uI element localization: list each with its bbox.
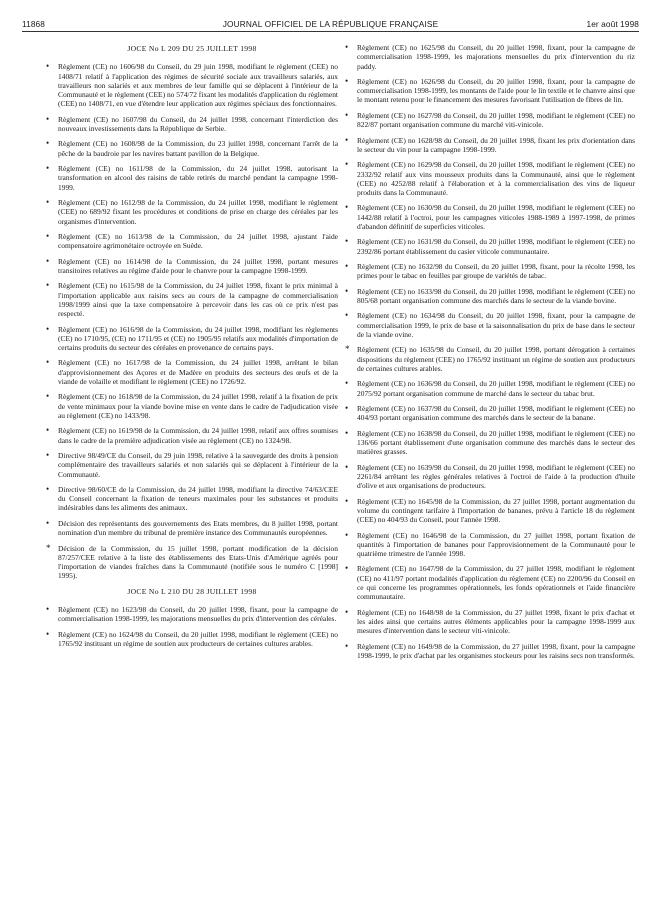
entry-text: Règlement (CE) no 1628/98 du Conseil, du 20 juillet 1998, fixant les prix d'orientation dans le secteur du vin pour la campagne 1998-1999. <box>357 135 635 154</box>
entry-text: Règlement (CE) no 1613/98 de la Commission, du 24 juillet 1998, ajustant l'aide compensatoire agrimonétaire octroyée en Suède. <box>58 231 338 251</box>
section-title: JOCE No L 210 DU 28 JUILLET 1998 <box>127 586 257 596</box>
bullet-marker: • <box>345 640 349 651</box>
list-item <box>345 77 635 105</box>
bullet-marker: • <box>46 628 50 639</box>
entry-text: Règlement (CE) no 1629/98 du Conseil, du 20 juillet 1998, modifiant le règlement (CEE) no 2332/92 relatif aux vins mousseux produits dans la Communauté, ainsi que le règlement (CEE) no 4252/88 relatif à l'élaboration et à la commercialisation des vins de liqueur produits dans la Communauté. <box>357 160 635 197</box>
entry-text: Règlement (CE) no 1614/98 de la Commission, du 24 juillet 1998, portant mesures transitoires relatives au régime d'aide pour le chanvre pour la campagne 1998-1999. <box>58 256 338 275</box>
list-item <box>46 115 338 134</box>
list-item <box>345 311 635 339</box>
list-item <box>46 544 338 581</box>
bullet-marker: • <box>345 202 349 213</box>
bullet-marker: • <box>345 109 349 120</box>
bullet-marker: • <box>46 604 50 614</box>
list-item <box>46 392 338 420</box>
bullet-marker: • <box>345 403 349 413</box>
list-item <box>345 43 635 71</box>
list-item <box>345 203 635 231</box>
bullet-marker: * <box>345 344 350 355</box>
bullet-marker: • <box>345 310 349 321</box>
entry-text: Directive 98/60/CE de la Commission, du 24 juillet 1998, modifiant la directive 74/63/CEE du Conseil concernant la fixation de teneurs maximales pour les substances et produits indésirables dans les aliments des animaux. <box>58 484 338 513</box>
entry-text: Règlement (CE) no 1626/98 du Conseil, du 20 juillet 1998, fixant, pour la campagne de commercialisation 1998-1999, les montants de l'aide pour le lin textile et le chanvre ainsi que le montant retenu pour le financement des mesures favorisant l'utilisation de fibres de lin. <box>357 76 635 105</box>
bullet-marker: • <box>46 197 50 207</box>
entry-text: Règlement (CE) no 1646/98 de la Commission, du 27 juillet 1998, portant fixation de quantités à l'importation de bananes pour l'approvisionnement de la Communauté pour le quatrième trimestre de l'année 1998. <box>357 530 635 558</box>
list-item <box>46 232 338 251</box>
list-item <box>345 429 635 457</box>
entry-text: Règlement (CE) no 1616/98 de la Commission, du 24 juillet 1998, modifiant les règlements (CE) no 1710/95, (CE) no 1711/95 et (CE) no 1905/95 relatifs aux modalités d'importation de certains produits du secteur des céréales en provenance de certains pays. <box>58 324 338 352</box>
list-item <box>345 136 635 155</box>
entry-text: Règlement (CE) no 1649/98 de la Commission, du 27 juillet 1998, fixant, pour la campagne 1998-1999, le prix d'achat par les organismes stockeurs pour les raisins secs non transformés. <box>357 641 635 660</box>
list-item <box>46 451 338 479</box>
entry-text: Règlement (CE) no 1623/98 du Conseil, du 20 juillet 1998, fixant, pour la campagne de commercialisation 1998-1999, les majorations mensuelles du prix d'intervention des céréales. <box>58 605 338 624</box>
entry-text: Règlement (CE) no 1625/98 du Conseil, du 20 juillet 1998, fixant, pour la campagne de commercialisation 1998-1999, les majorations mensuelles du prix d'intervention du riz paddy. <box>357 43 635 71</box>
list-item <box>46 485 338 513</box>
entry-text: Règlement (CE) no 1619/98 de la Commission, du 24 juillet 1998, relatif aux offres soumises dans le cadre de la première adjudication visée au règlement (CE) no 1324/98. <box>58 426 338 445</box>
list-item <box>345 463 635 491</box>
entry-text: Règlement (CE) no 1607/98 du Conseil, du 24 juillet 1998, concernant l'interdiction des nouveaux investissements dans la République de Serbie. <box>58 114 338 133</box>
issue-date: 1er août 1998 <box>586 19 639 29</box>
bullet-marker: • <box>46 425 50 436</box>
entry-text: Règlement (CE) no 1606/98 du Conseil, du 29 juin 1998, modifiant le règlement (CEE) no 1408/71 relatif à l'application des régimes de sécurité sociale aux travailleurs salariés, aux travailleurs non salariés et aux membres de leur famille qui se déplacent à l'intérieur de la Communauté et le règlement (CEE) no 574/72 fixant les modalités d'application du règlement (CEE) no 1408/71, en vue d'étendre leur application aux régimes spéciaux des fonctionnaires. <box>58 62 338 109</box>
bullet-marker: • <box>46 391 50 402</box>
bullet-marker: • <box>46 255 50 266</box>
list-item <box>46 358 338 386</box>
entry-text: Règlement (CE) no 1635/98 du Conseil, du 20 juillet 1998, portant dérogation à certaines dispositions du règlement (CEE) no 1765/92 instituant un régime de soutien aux producteurs de certaines cultures arables. <box>357 345 635 373</box>
bullet-marker: • <box>46 450 50 460</box>
list-item <box>345 345 635 373</box>
header-rule <box>22 31 639 32</box>
bullet-marker: • <box>46 113 50 124</box>
entry-text: Décision de la Commission, du 15 juillet 1998, portant modification de la décision 87/257/CEE relative à la liste des établissements des Etats-Unis d'Amérique agréés pour l'importation de viandes fraîches dans la Communauté (notifiée sous le numéro C [1998] 1995). <box>58 543 338 581</box>
list-item <box>46 519 338 538</box>
bullet-marker: * <box>46 542 51 553</box>
bullet-marker: • <box>345 134 349 145</box>
entry-text: Règlement (CE) no 1630/98 du Conseil, du 20 juillet 1998, modifiant le règlement (CEE) no 1442/88 relatif à l'octroi, pour les campagnes viticoles 1988-1989 à 1997-1998, de primes d'abandon définitif de superficies viticoles. <box>357 203 635 231</box>
bullet-marker: • <box>345 495 349 506</box>
list-item <box>46 164 338 192</box>
bullet-marker: • <box>345 236 349 247</box>
bullet-marker: • <box>46 230 50 241</box>
bullet-marker: • <box>46 61 50 72</box>
list-item <box>345 237 635 256</box>
entry-text: Règlement (CE) no 1639/98 du Conseil, du 20 juillet 1998, modifiant le règlement (CEE) no 2261/84 arrêtant les règles générales relatives à l'octroi de l'aide à la production d'huile d'olive et aux organisations de producteurs. <box>357 462 635 491</box>
entry-list <box>345 43 635 660</box>
entry-text: Décision des représentants des gouvernements des Etats membres, du 8 juillet 1998, portant nomination d'un membre du tribunal de première instance des Communautés européennes. <box>58 518 338 538</box>
bullet-marker: • <box>345 75 349 86</box>
entry-text: Directive 98/49/CE du Conseil, du 29 juin 1998, relative à la sauvegarde des droits à pension complémentaire des travailleurs salariés et non salariés qui se déplacent à l'intérieur de la Communauté. <box>58 451 338 479</box>
entry-text: Règlement (CE) no 1608/98 de la Commission, du 23 juillet 1998, concernant l'arrêt de la pêche de la baudroie par les navires battant pavillon de la Belgique. <box>58 139 338 158</box>
entry-text: Règlement (CE) no 1631/98 du Conseil, du 20 juillet 1998, modifiant le règlement (CEE) no 2392/86 portant établissement du casier viticole communautaire. <box>357 237 635 256</box>
bullet-marker: • <box>345 563 349 574</box>
list-item <box>345 287 635 306</box>
list-item <box>345 111 635 130</box>
bullet-marker: • <box>345 606 349 617</box>
list-item <box>46 281 338 318</box>
entry-text: Règlement (CE) no 1618/98 de la Commission, du 24 juillet 1998, relatif à la fixation de prix de vente minimaux pour la viande bovine mise en vente dans le cadre de l'adjudication visée au règlement (CE) no 1433/98. <box>58 392 338 420</box>
list-item <box>345 564 635 601</box>
entry-list <box>46 605 338 648</box>
entry-list <box>46 62 338 580</box>
list-item <box>345 160 635 197</box>
left-column <box>46 43 338 654</box>
bullet-marker: • <box>345 529 349 540</box>
list-item <box>345 262 635 281</box>
bullet-marker: • <box>46 138 50 149</box>
entry-text: Règlement (CE) no 1634/98 du Conseil, du 20 juillet 1998, fixant, pour la campagne de commercialisation 1999, le prix de base et la saisonnalisation du prix de base dans le secteur de la viande ovine. <box>357 311 635 339</box>
list-item <box>345 531 635 559</box>
list-item <box>345 642 635 661</box>
bullet-marker: • <box>345 42 349 52</box>
entry-text: Règlement (CE) no 1638/98 du Conseil, du 20 juillet 1998, modifiant le règlement (CEE) no 136/66 portant établissement d'une organisation commune des marchés dans le secteur des matières grasses. <box>357 428 635 457</box>
bullet-marker: • <box>345 378 349 389</box>
entry-text: Règlement (CE) no 1612/98 de la Commission, du 24 juillet 1998, modifiant le règlement (CEE) no 689/92 fixant les procédures et conditions de prise en charge des céréales par les organismes d'intervention. <box>58 198 338 226</box>
list-item <box>46 630 338 649</box>
bullet-marker: • <box>46 357 50 368</box>
list-item <box>345 497 635 525</box>
entry-text: Règlement (CE) no 1637/98 du Conseil, du 20 juillet 1998, modifiant le règlement (CEE) no 404/93 portant organisation commune des marchés dans le secteur de la banane. <box>357 404 635 423</box>
journal-title: JOURNAL OFFICIEL DE LA RÉPUBLIQUE FRANÇAISE <box>222 19 439 29</box>
bullet-marker: • <box>345 461 349 472</box>
list-item <box>46 325 338 353</box>
entry-text: Règlement (CE) no 1633/98 du Conseil, du 20 juillet 1998, modifiant le règlement (CEE) no 805/68 portant organisation commune des marchés dans le secteur de la viande bovine. <box>357 286 635 305</box>
entry-text: Règlement (CE) no 1627/98 du Conseil, du 20 juillet 1998, modifiant le règlement (CEE) no 822/87 portant organisation commune du marché viti-vinicole. <box>357 110 635 130</box>
entry-text: Règlement (CE) no 1648/98 de la Commission, du 27 juillet 1998, fixant le prix d'achat et les aides ainsi que certains autres éléments applicables pour la campagne 1998-1999 aux mesures d'intervention dans le secteur viti-vinicole. <box>357 607 635 636</box>
entry-text: Règlement (CE) no 1645/98 de la Commission, du 27 juillet 1998, portant augmentation du volume du contingent tarifaire à l'importation de bananes, prévu à l'article 18 du règlement (CEE) no 404/93 du Conseil, pour l'année 1998. <box>357 496 635 525</box>
bullet-marker: • <box>345 261 349 272</box>
list-item <box>46 426 338 445</box>
entry-text: Règlement (CE) no 1615/98 de la Commission, du 24 juillet 1998, fixant le prix minimal à l'importation applicable aux raisins secs au cours de la campagne de commercialisation 1998/1999 ainsi que la taxe compensatoire à percevoir dans les cas où ce prix n'est pas respecté. <box>58 281 338 319</box>
list-item <box>46 257 338 276</box>
entry-text: Règlement (CE) no 1632/98 du Conseil, du 20 juillet 1998, fixant, pour la récolte 1998, les primes pour le tabac en feuilles par groupe de variétés de tabac. <box>357 262 635 281</box>
entry-text: Règlement (CE) no 1611/98 de la Commission, du 24 juillet 1998, autorisant la transformation en alcool des raisins de table retirés du marché pendant la campagne 1998-1999. <box>58 164 338 192</box>
bullet-marker: • <box>46 323 50 334</box>
list-item <box>345 379 635 398</box>
section-title: JOCE No L 209 DU 25 JUILLET 1998 <box>127 44 257 53</box>
list-item <box>46 62 338 108</box>
entry-text: Règlement (CE) no 1617/98 de la Commission, du 24 juillet 1998, arrêtant le bilan d'approvisionnement des Açores et de Madère en produits des secteurs des œufs et de la viande de volaille et modifiant le règlement (CEE) no 1726/92. <box>58 358 338 386</box>
bullet-marker: • <box>345 159 349 170</box>
list-item <box>345 404 635 423</box>
entry-text: Règlement (CE) no 1636/98 du Conseil, du 20 juillet 1998, modifiant le règlement (CEE) no 2075/92 portant organisation commune de marché dans le secteur du tabac brut. <box>357 379 635 398</box>
bullet-marker: • <box>46 483 50 494</box>
right-column <box>345 43 635 666</box>
list-item <box>46 605 338 624</box>
entry-text: Règlement (CE) no 1647/98 de la Commission, du 27 juillet 1998, modifiant le règlement (CE) no 411/97 portant modalités d'application du règlement (CE) no 2200/96 du Conseil en ce qui concerne les programmes opérationnels, les fonds opérationnels et l'aide financière communautaire. <box>357 564 635 602</box>
bullet-marker: • <box>46 280 50 291</box>
bullet-marker: • <box>345 285 349 296</box>
page-number: 11868 <box>22 19 45 29</box>
bullet-marker: • <box>46 517 50 528</box>
list-item <box>46 139 338 158</box>
list-item <box>46 198 338 226</box>
entry-text: Règlement (CE) no 1624/98 du Conseil, du 20 juillet 1998, modifiant le règlement (CEE) no 1765/92 instituant un régime de soutien aux producteurs de certaines cultures arables. <box>58 629 338 648</box>
bullet-marker: • <box>46 163 50 174</box>
list-item <box>345 608 635 636</box>
bullet-marker: • <box>345 427 349 438</box>
